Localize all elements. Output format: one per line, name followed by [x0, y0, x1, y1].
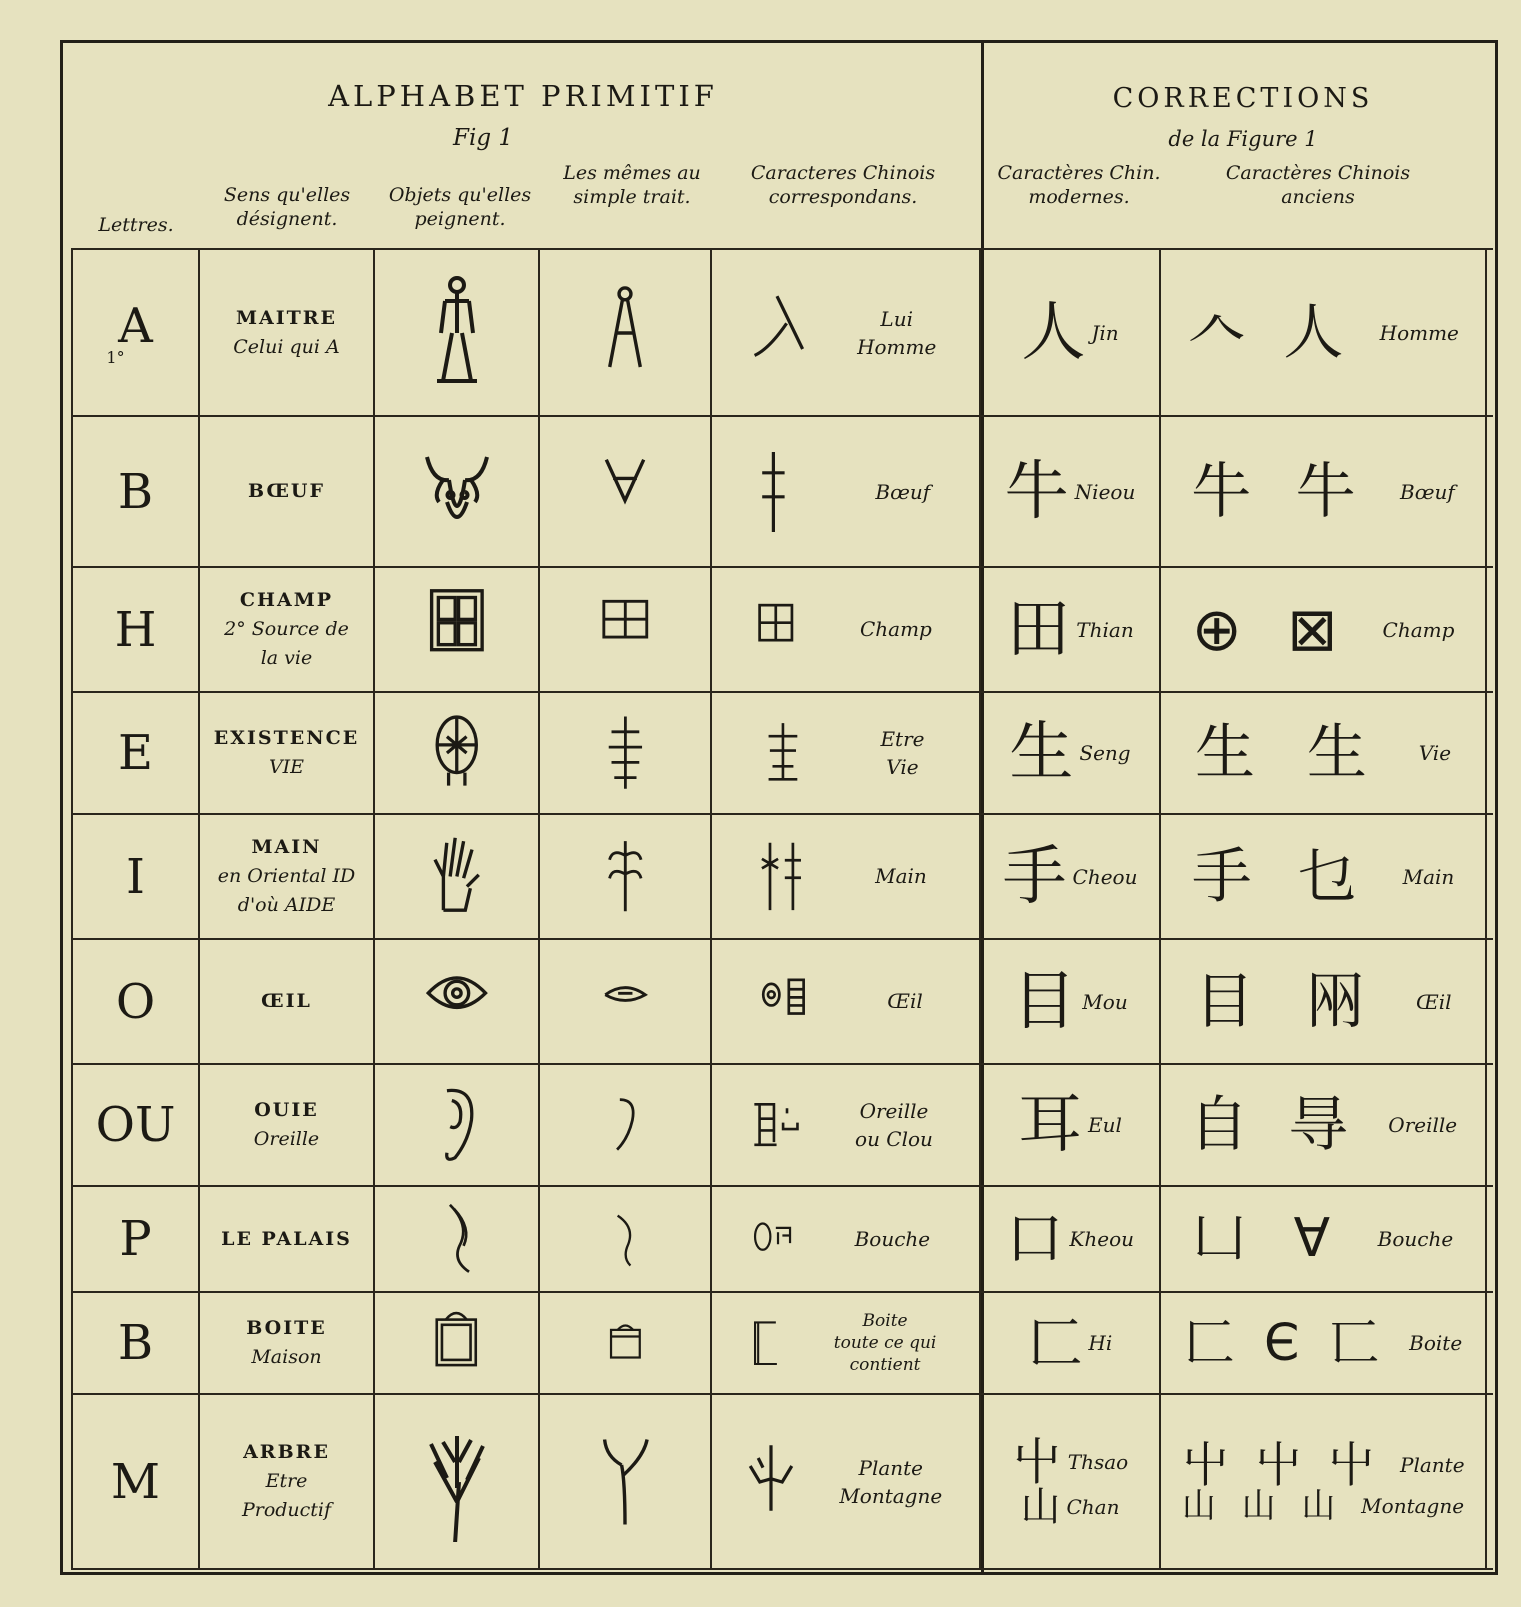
ancient-label: Boite: [1409, 1330, 1463, 1355]
cell-letter: [71, 815, 198, 938]
modern-character: 耳: [1018, 1088, 1083, 1162]
sense-line: d'où AIDE: [237, 894, 336, 916]
plant-stroke-icon: [589, 1431, 661, 1533]
ox-character-icon: [750, 444, 816, 540]
col-head-memes: Les mêmes au simple trait.: [563, 162, 701, 208]
cell-sense: [198, 250, 373, 415]
sense-line: Productif: [241, 1499, 332, 1521]
modern-character: 田: [1006, 592, 1071, 667]
mouth-character-icon: [750, 1206, 795, 1272]
sense-line: MAITRE: [235, 306, 338, 329]
hand-character-icon: [753, 836, 809, 917]
ancient-character: 㝵: [1288, 1090, 1349, 1160]
cell-modern: [979, 940, 1159, 1063]
ancient-character: 屮: [1327, 1436, 1376, 1493]
cell-modern: [979, 815, 1159, 938]
row-letter: I: [126, 848, 145, 905]
box-stroke-icon: [602, 1310, 649, 1376]
cell-modern: [979, 1065, 1159, 1185]
cell-char: [710, 940, 968, 1063]
cell-stroke: [538, 250, 710, 415]
ancient-character: 乜: [1297, 841, 1358, 912]
cell-sense: [198, 1293, 373, 1393]
ancient-label: Homme: [1379, 320, 1459, 345]
row-letter: O: [115, 973, 156, 1030]
cell-object: [373, 250, 538, 415]
ancient-character: 㒳: [1305, 966, 1366, 1037]
ancient-character: 山: [1301, 1485, 1336, 1526]
cell-stroke: [538, 1187, 710, 1291]
ancient-character: 凵: [1192, 1207, 1247, 1270]
cell-modern: [979, 417, 1159, 566]
cell-ancient: [1159, 1395, 1487, 1568]
ancient-character: 人: [1283, 297, 1344, 368]
cell-char: [710, 568, 968, 691]
ancient-label: Oreille: [1388, 1113, 1458, 1137]
sense-line: MAIN: [251, 836, 322, 858]
modern-character: 口: [1006, 1205, 1064, 1273]
sense-line: en Oriental ID: [217, 865, 356, 887]
cell-object: [373, 1395, 538, 1568]
ancient-label: Bœuf: [1400, 479, 1455, 504]
col-head-objets: Objets qu'elles peignent.: [388, 184, 532, 230]
char-label-line: Montagne: [839, 1483, 943, 1508]
modern-reading: Thian: [1076, 617, 1134, 642]
cell-ancient: [1159, 250, 1487, 415]
figure-label: Fig 1: [453, 125, 513, 151]
ancient-character: 屮: [1254, 1436, 1303, 1493]
row-letter: B: [117, 1315, 154, 1371]
modern-reading: Jin: [1091, 320, 1119, 345]
ancient-character: 匸: [1328, 1312, 1380, 1372]
table-row: [71, 1063, 1493, 1185]
cell-modern: [979, 1293, 1159, 1393]
box-character-icon: [744, 1312, 787, 1374]
cell-letter: [71, 250, 198, 415]
char-label: [834, 1310, 937, 1376]
table-header: [63, 43, 1495, 248]
cell-char: [710, 1293, 968, 1393]
cell-letter: [71, 940, 198, 1063]
hand-icon: [419, 826, 495, 927]
ancient-character: ∀: [1293, 1207, 1331, 1270]
ancient-label: Main: [1402, 864, 1455, 889]
ox-head-stroke-icon: [589, 441, 661, 543]
table-row: [71, 1393, 1493, 1570]
ancient-character: ⊕: [1191, 594, 1242, 665]
cell-sense: [198, 815, 373, 938]
cell-stroke: [538, 568, 710, 691]
ear-character-icon: [747, 1086, 801, 1164]
modern-character: 牛: [1004, 454, 1069, 529]
ancient-character: 山: [1241, 1485, 1276, 1526]
row-letter: P: [119, 1211, 152, 1267]
cell-object: [373, 568, 538, 691]
cell-object: [373, 940, 538, 1063]
char-label-line: Champ: [859, 617, 932, 642]
sense-line: VIE: [268, 756, 305, 778]
ancient-character: 牛: [1295, 456, 1356, 527]
table-row: [71, 1185, 1493, 1291]
char-label-line: Bouche: [854, 1227, 931, 1251]
table-row: [71, 566, 1493, 691]
cell-char: [710, 1395, 968, 1568]
col-head-sens: Sens qu'elles désignent.: [223, 184, 351, 230]
cell-object: [373, 1065, 538, 1185]
alphabet-header: [63, 43, 983, 248]
cell-ancient: [1159, 417, 1487, 566]
char-label-line: Plante: [858, 1455, 924, 1480]
cell-ancient: [1159, 1187, 1487, 1291]
man-figure-icon: [412, 273, 502, 393]
sense-line: CHAMP: [239, 589, 334, 611]
cell-letter: [71, 417, 198, 566]
ancient-character: 生: [1194, 718, 1255, 788]
ancient-character: ⊠: [1287, 594, 1338, 665]
hand-stroke-icon: [595, 834, 656, 920]
cell-ancient: [1159, 940, 1487, 1063]
ear-stroke-icon: [596, 1083, 655, 1166]
cell-modern: [979, 568, 1159, 691]
cell-modern: [979, 250, 1159, 415]
cell-letter: [71, 1395, 198, 1568]
cell-char: [710, 1065, 968, 1185]
cell-object: [373, 417, 538, 566]
sense-line: BŒUF: [248, 480, 325, 502]
modern-reading: Nieou: [1074, 479, 1136, 504]
sense-line: BOITE: [246, 1317, 327, 1339]
corrections-subtitle: de la Figure 1: [1168, 127, 1318, 151]
modern-reading: Eul: [1088, 1113, 1122, 1137]
cell-char: [710, 1187, 968, 1291]
cell-sense: [198, 940, 373, 1063]
cell-ancient: [1159, 568, 1487, 691]
ancient-character: 山: [1181, 1485, 1216, 1526]
char-label-line: Oreille: [859, 1098, 929, 1123]
field-character-icon: [748, 589, 804, 670]
row-letter: H: [114, 601, 157, 658]
cell-sense: [198, 568, 373, 691]
char-label-line: Etre: [880, 726, 925, 751]
char-label-line: Vie: [886, 754, 919, 779]
ancient-label: Plante: [1400, 1452, 1465, 1477]
char-label: [875, 478, 930, 506]
plate: [60, 40, 1498, 1575]
cell-sense: [198, 1395, 373, 1568]
table-row: [71, 813, 1493, 938]
row-note: 1°: [106, 348, 125, 367]
cell-stroke: [538, 940, 710, 1063]
sense-line: Oreille: [253, 1128, 320, 1150]
modern-reading: Seng: [1079, 741, 1131, 765]
cell-letter: [71, 1293, 198, 1393]
ancient-character: 生: [1306, 718, 1367, 788]
col-head-lettres: Lettres.: [98, 214, 174, 236]
cell-modern: [979, 1395, 1159, 1568]
table-row: [71, 415, 1493, 566]
modern-character: 生: [1009, 716, 1074, 790]
ancient-character: 匚: [1183, 1312, 1235, 1372]
char-label-line: Œil: [887, 989, 923, 1014]
cell-stroke: [538, 693, 710, 813]
cell-modern: [979, 693, 1159, 813]
row-letter: M: [110, 1453, 161, 1510]
char-label-line: Homme: [857, 334, 937, 359]
col-head-modernes: Caractères Chin. modernes.: [997, 162, 1161, 208]
cell-char: [710, 250, 968, 415]
table-row: [71, 1291, 1493, 1393]
char-label: [855, 1225, 931, 1253]
cell-stroke: [538, 1065, 710, 1185]
palate-icon: [426, 1198, 488, 1280]
modern-character: 匚: [1027, 1310, 1083, 1375]
char-label-line: ou Clou: [855, 1126, 933, 1151]
row-letter: A: [118, 298, 153, 354]
cell-letter: [71, 568, 198, 691]
cell-sense: [198, 693, 373, 813]
page-title: ALPHABET PRIMITIF: [328, 79, 718, 113]
char-label: [860, 615, 932, 643]
modern-reading: Mou: [1082, 989, 1128, 1014]
cell-letter: [71, 1187, 198, 1291]
life-stroke-icon: [596, 711, 655, 794]
sense-line: ARBRE: [243, 1441, 330, 1463]
tree-icon: [412, 1422, 502, 1542]
ancient-character: 自: [1188, 1090, 1249, 1160]
ancient-label: Œil: [1416, 989, 1452, 1014]
cell-sense: [198, 1065, 373, 1185]
char-label: [855, 1097, 933, 1153]
cell-letter: [71, 693, 198, 813]
man-character-icon: [744, 285, 810, 381]
row-letter: B: [117, 463, 154, 520]
ancient-label: Bouche: [1377, 1226, 1454, 1251]
cell-stroke: [538, 1293, 710, 1393]
eye-icon: [419, 951, 495, 1052]
char-label: [857, 305, 936, 361]
cell-object: [373, 1187, 538, 1291]
sense-line: ŒIL: [261, 990, 312, 1012]
modern-character: 目: [1012, 964, 1077, 1039]
char-label: [880, 725, 924, 781]
table-row: [71, 938, 1493, 1063]
sense-line: LE PALAIS: [221, 1227, 352, 1250]
col-head-caracteres: Caracteres Chinois correspondans.: [750, 162, 936, 208]
cell-object: [373, 1293, 538, 1393]
ancient-label: Montagne: [1361, 1493, 1465, 1518]
sense-line: Celui qui A: [233, 335, 340, 358]
sense-line: EXISTENCE: [213, 727, 360, 749]
field-stroke-icon: [595, 587, 656, 673]
sense-line: 2° Source de: [224, 618, 349, 640]
corrections-title: CORRECTIONS: [1112, 83, 1374, 114]
modern-character: 屮: [1011, 1432, 1062, 1491]
modern-character: 山: [1020, 1483, 1061, 1530]
modern-character: 人: [1021, 295, 1086, 370]
cell-sense: [198, 417, 373, 566]
ancient-label: Vie: [1418, 741, 1452, 765]
char-label-line: contient: [849, 1355, 921, 1375]
cell-ancient: [1159, 693, 1487, 813]
cell-letter: [71, 1065, 198, 1185]
col-head-anciens: Caractères Chinois anciens: [1225, 162, 1411, 208]
plant-character-icon: [738, 1434, 804, 1530]
cell-ancient: [1159, 1065, 1487, 1185]
cell-object: [373, 693, 538, 813]
sense-line: la vie: [260, 647, 313, 669]
ancient-label: Champ: [1382, 617, 1455, 642]
face-icon: [420, 704, 494, 802]
cell-stroke: [538, 1395, 710, 1568]
char-label: [875, 862, 927, 890]
char-label-line: Bœuf: [875, 479, 931, 504]
palate-stroke-icon: [600, 1204, 649, 1274]
modern-reading: Cheou: [1072, 864, 1138, 889]
sense-line: Maison: [251, 1346, 322, 1368]
alphabet-table: [71, 248, 1493, 1570]
char-label: [887, 987, 923, 1015]
eye-character-icon: [757, 961, 813, 1042]
ancient-character: Є: [1264, 1312, 1300, 1372]
ancient-character: 目: [1194, 966, 1255, 1037]
cell-stroke: [538, 815, 710, 938]
corrections-header: [988, 43, 1498, 248]
sense-line: Etre: [265, 1470, 308, 1492]
modern-reading: Thsao: [1067, 1449, 1129, 1474]
cell-char: [710, 417, 968, 566]
ear-icon: [420, 1076, 494, 1174]
modern-character: 手: [1002, 839, 1067, 914]
cell-ancient: [1159, 815, 1487, 938]
char-label: [839, 1454, 942, 1510]
ancient-character: 牛: [1191, 456, 1252, 527]
table-row: [71, 248, 1493, 415]
cell-object: [373, 815, 538, 938]
sense-line: OUIE: [254, 1099, 319, 1121]
box-icon: [427, 1304, 486, 1382]
field-icon: [419, 579, 495, 680]
cell-sense: [198, 1187, 373, 1291]
cell-ancient: [1159, 1293, 1487, 1393]
cell-stroke: [538, 417, 710, 566]
ox-head-icon: [412, 432, 502, 552]
row-letter: E: [117, 725, 154, 781]
modern-reading: Kheou: [1069, 1227, 1134, 1251]
cell-modern: [979, 1187, 1159, 1291]
row-letter: OU: [95, 1097, 176, 1153]
char-label-line: Lui: [880, 306, 913, 331]
modern-reading: Hi: [1088, 1331, 1113, 1355]
ancient-character: 手: [1191, 841, 1252, 912]
compass-icon: [589, 282, 661, 384]
char-label-line: Boite: [862, 1311, 908, 1331]
life-character-icon: [756, 714, 810, 792]
modern-reading: Chan: [1066, 1494, 1120, 1519]
char-label-line: Main: [875, 864, 927, 889]
cell-char: [710, 815, 968, 938]
eye-stroke-icon: [595, 959, 656, 1045]
ancient-character: 𠆢: [1187, 297, 1248, 368]
char-label-line: toute ce qui: [833, 1333, 937, 1353]
ancient-character: 屮: [1181, 1436, 1230, 1493]
cell-char: [710, 693, 968, 813]
table-row: [71, 691, 1493, 813]
